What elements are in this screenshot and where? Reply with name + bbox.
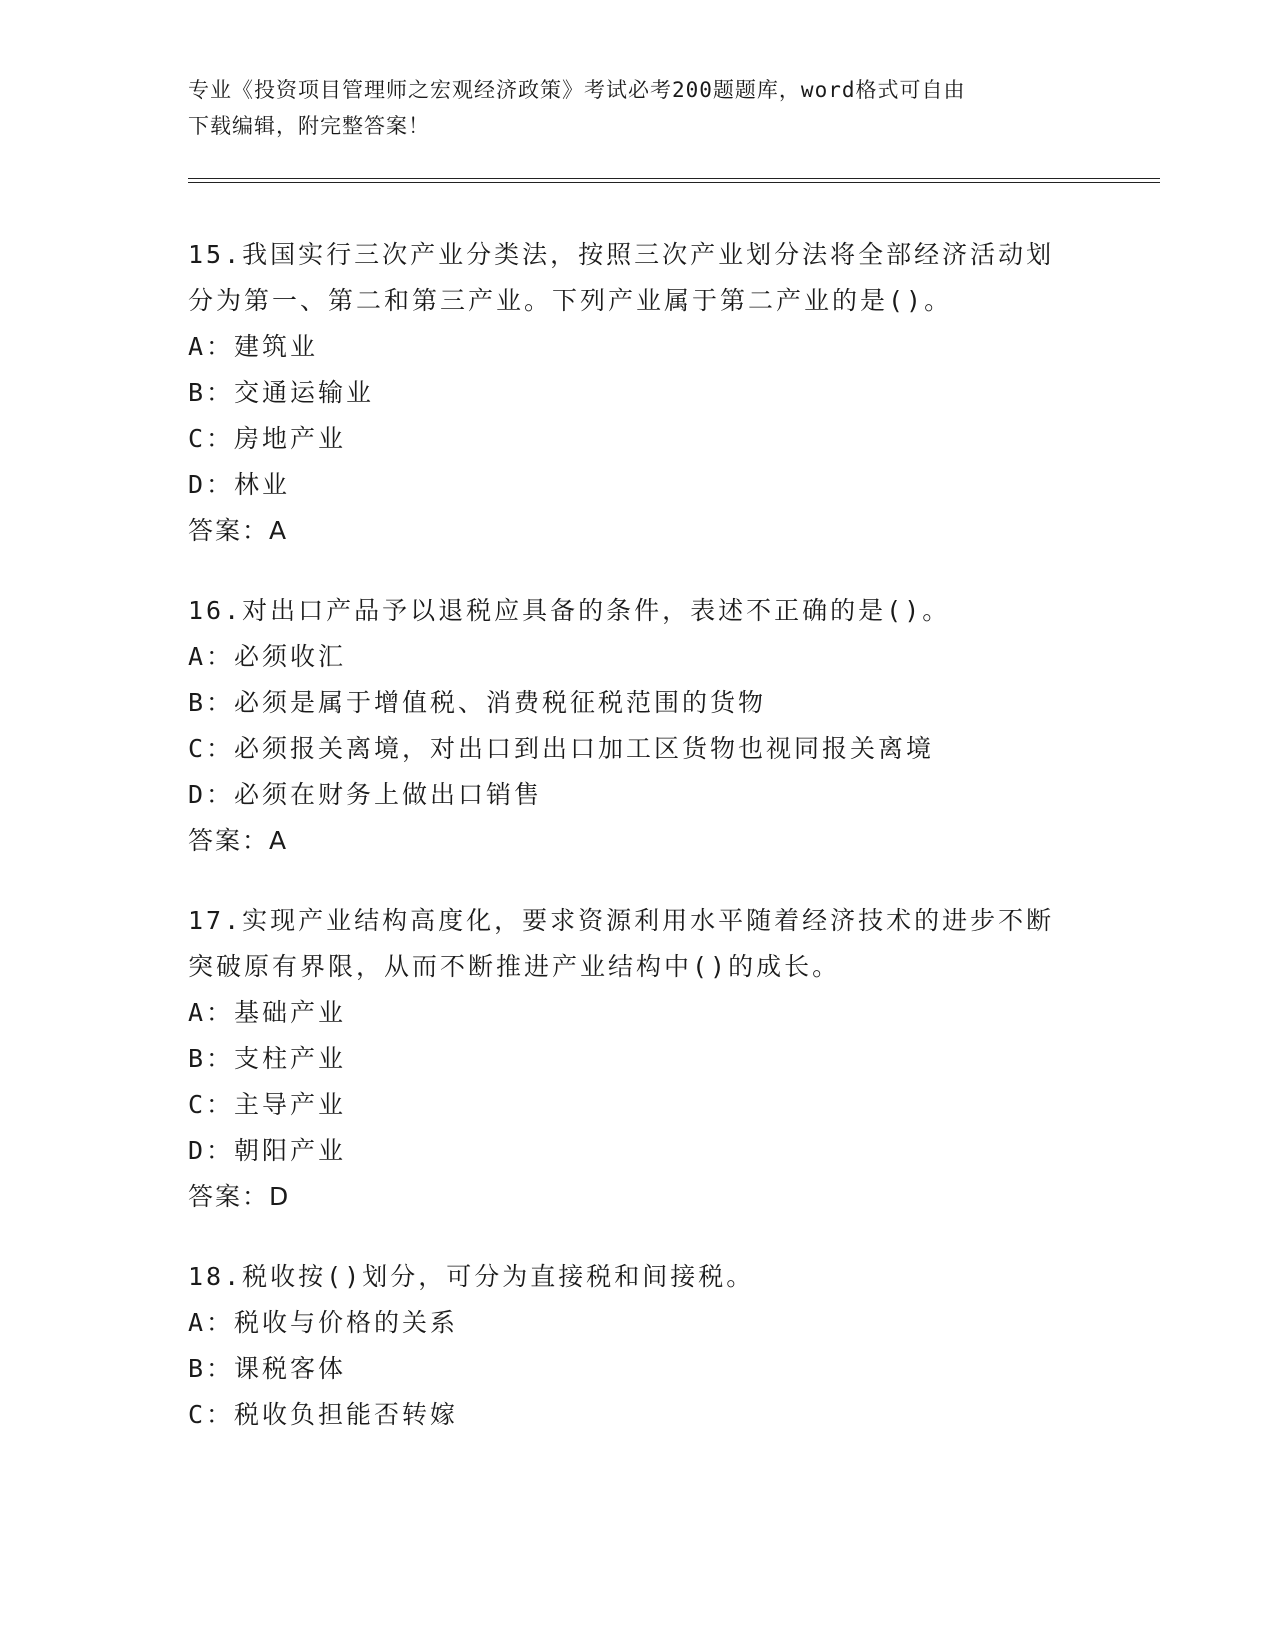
option-d: D：朝阳产业: [188, 1136, 347, 1165]
question-18: [188, 1254, 1088, 1438]
option-c: C：主导产业: [188, 1090, 347, 1119]
option-a: A：必须收汇: [188, 642, 347, 671]
option-c: C：房地产业: [188, 424, 347, 453]
header-divider: [188, 178, 1160, 183]
answer: 答案：A: [188, 826, 289, 855]
answer: 答案：A: [188, 516, 289, 545]
option-c: C：必须报关离境，对出口到出口加工区货物也视同报关离境: [188, 734, 935, 763]
option-b: B：支柱产业: [188, 1044, 347, 1073]
question-stem: 15.我国实行三次产业分类法，按照三次产业划分法将全部经济活动划: [188, 240, 1055, 269]
question-stem: 分为第一、第二和第三产业。下列产业属于第二产业的是()。: [188, 286, 953, 315]
option-a: A：基础产业: [188, 998, 347, 1027]
option-a: A：税收与价格的关系: [188, 1308, 459, 1337]
option-b: B：课税客体: [188, 1354, 347, 1383]
header-line-2: 下载编辑，附完整答案！: [188, 114, 430, 138]
question-17: [188, 898, 1088, 1220]
question-16: [188, 588, 1088, 864]
question-list: [188, 232, 1088, 1472]
document-header: [188, 72, 1088, 144]
option-b: B：必须是属于增值税、消费税征税范围的货物: [188, 688, 767, 717]
option-a: A：建筑业: [188, 332, 319, 361]
option-c: C：税收负担能否转嫁: [188, 1400, 459, 1429]
header-line-1: 专业《投资项目管理师之宏观经济政策》考试必考200题题库，word格式可自由: [188, 78, 966, 102]
answer: 答案：D: [188, 1182, 291, 1211]
option-d: D：林业: [188, 470, 291, 499]
question-stem: 17.实现产业结构高度化，要求资源利用水平随着经济技术的进步不断: [188, 906, 1055, 935]
question-stem: 16.对出口产品予以退税应具备的条件，表述不正确的是()。: [188, 596, 951, 625]
question-stem: 18.税收按()划分，可分为直接税和间接税。: [188, 1262, 755, 1291]
option-d: D：必须在财务上做出口销售: [188, 780, 543, 809]
question-stem: 突破原有界限，从而不断推进产业结构中()的成长。: [188, 952, 841, 981]
option-b: B：交通运输业: [188, 378, 375, 407]
question-15: [188, 232, 1088, 554]
